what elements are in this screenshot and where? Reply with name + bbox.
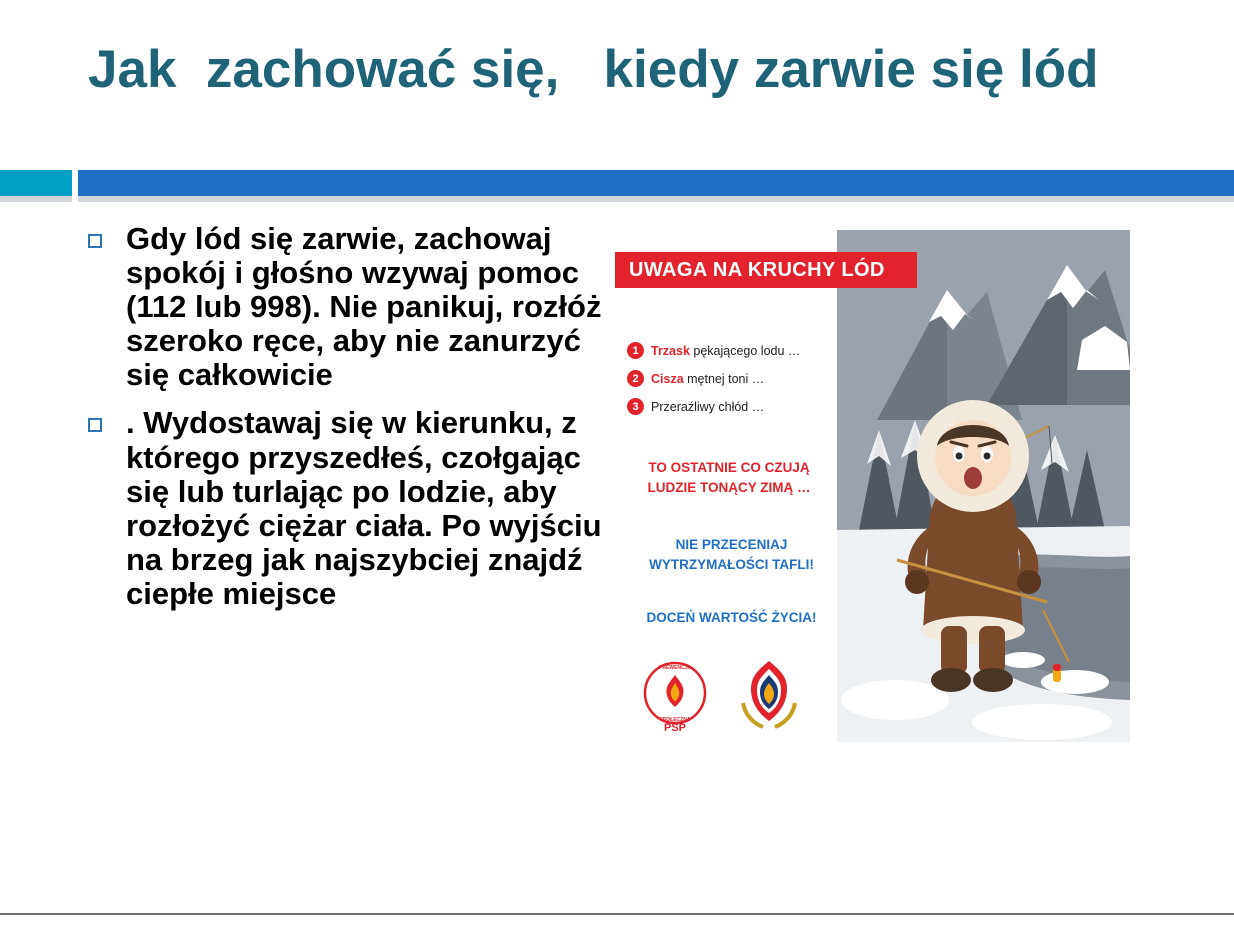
poster-list-number-1: 1 [627, 342, 644, 359]
list-item [88, 222, 618, 392]
straz-pozarna-logo-svg [729, 655, 809, 735]
poster-list-bold-2: Cisza [651, 371, 684, 386]
poster-list-bold-1: Trzask [651, 343, 690, 358]
safety-poster-image [615, 230, 1130, 742]
winter-scene-svg [837, 230, 1130, 742]
winter-scene-illustration [837, 230, 1130, 742]
poster-list-item [627, 342, 837, 359]
psp-prevention-logo [635, 655, 715, 735]
poster-blue-message-1: NIE PRZECENIAJ WYTRZYMAŁOŚCI TAFLI! [649, 537, 814, 572]
square-outline-bullet-icon [88, 418, 102, 432]
svg-text:PREWENCJA: PREWENCJA [659, 665, 691, 671]
poster-list-rest-1: pękającego lodu … [689, 343, 801, 358]
list-item-text: Gdy lód się zarwie, zachowaj spokój i głośno wzywaj pomoc (112 lub 998). Nie panikuj, rozłóż szeroko ręce, aby nie zanurzyć się całkowicie [126, 221, 602, 393]
poster-banner [615, 252, 917, 288]
poster-list-item [627, 370, 837, 387]
divider-shadow-right [78, 196, 1234, 202]
poster-red-message: TO OSTATNIE CO CZUJĄ LUDZIE TONĄCY ZIMĄ … [647, 460, 811, 495]
list-item [88, 406, 618, 611]
poster-numbered-list [627, 342, 837, 426]
poster-blue-message-2: DOCEŃ WARTOŚĆ ŻYCIA! [646, 610, 817, 625]
poster-list-text-2 [651, 372, 764, 386]
divider-bar-right [78, 170, 1234, 196]
poster-list-item [627, 398, 837, 415]
svg-text:SPOŁECZNA: SPOŁECZNA [659, 717, 691, 723]
bottom-divider [0, 913, 1234, 915]
poster-list-text-3: Przeraźliwy chłód … [651, 399, 765, 414]
poster-banner-title: UWAGA NA KRUCHY LÓD [629, 258, 885, 281]
psp-logo-caption: PSP [663, 722, 686, 734]
poster-list-number-3: 3 [627, 398, 644, 415]
straz-pozarna-logo [729, 655, 809, 735]
title-divider-bars [0, 170, 1234, 204]
divider-bar-left [0, 170, 72, 196]
poster-list-number-2: 2 [627, 370, 644, 387]
poster-list-text-1 [651, 344, 800, 358]
square-outline-bullet-icon [88, 234, 102, 248]
list-item-text: . Wydostawaj się w kierunku, z którego przyszedłeś, czołgając się lub turlając po lodzie, aby rozłożyć ciężar ciała. Po wyjściu na brzeg jak najszybciej znajdź ciepłe miejsce [126, 405, 602, 611]
bullet-list [88, 222, 618, 625]
page-title: Jak zachować się, kiedy zarwie się lód [88, 40, 1099, 99]
divider-shadow-left [0, 196, 72, 202]
poster-list-rest-2: mętnej toni … [683, 371, 765, 386]
